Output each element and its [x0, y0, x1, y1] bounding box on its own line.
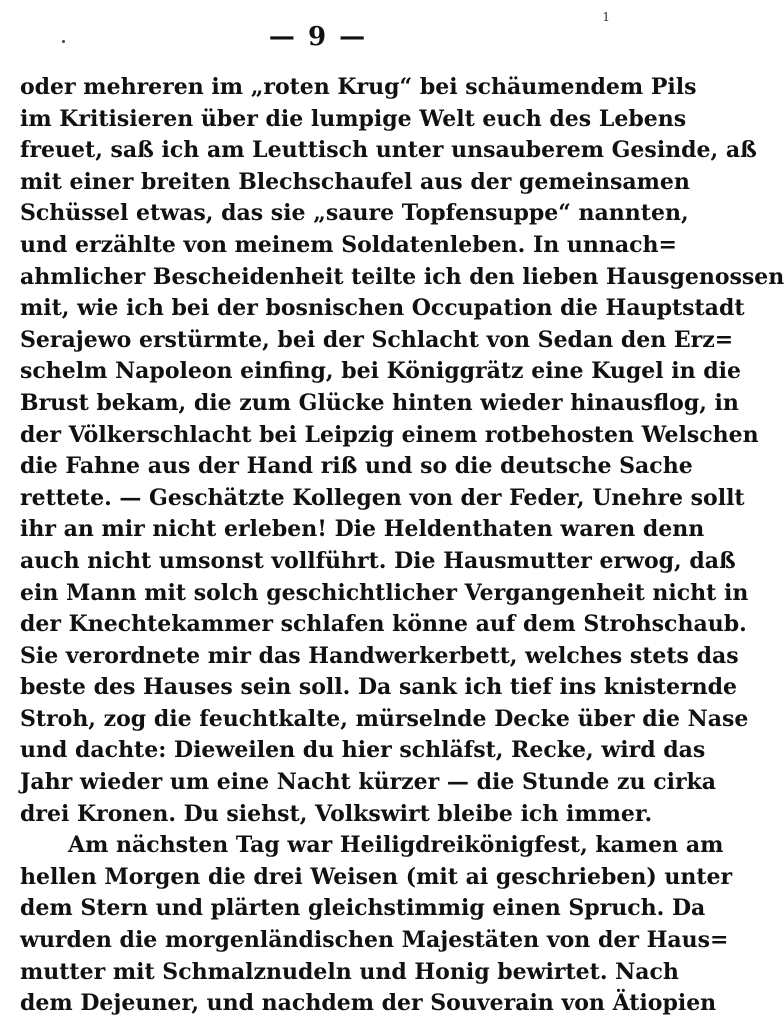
text-line: im Kritisieren über die lumpige Welt euch des Lebens — [20, 105, 687, 132]
text-line: der Knechtekammer schlafen könne auf dem Strohschaub. — [20, 611, 747, 638]
text-line: mutter mit Schmalznudeln und Honig bewirtet. Nach — [20, 958, 679, 985]
text-line: rettete. — Geschätzte Kollegen von der Feder, Unehre sollt — [20, 484, 745, 511]
text-line: und erzählte von meinem Soldatenleben. In unnach= — [20, 231, 677, 258]
text-line: hellen Morgen die drei Weisen (mit ai geschrieben) unter — [20, 863, 733, 890]
text-line: dem Dejeuner, und nachdem der Souverain von Ätiopien — [20, 990, 717, 1017]
text-line: Sie verordnete mir das Handwerkerbett, welches stets das — [20, 642, 739, 669]
paragraph-2 — [20, 830, 733, 1020]
text-line: dem Stern und plärten gleichstimmig einen Spruch. Da — [20, 895, 706, 922]
text-line: und dachte: Dieweilen du hier schläfst, Recke, wird das — [20, 737, 706, 764]
text-line: der Völkerschlacht bei Leipzig einem rotbehosten Welschen — [20, 421, 759, 448]
corner-mark: 1 — [602, 10, 610, 24]
text-line: freuet, saß ich am Leuttisch unter unsauberem Gesinde, aß — [20, 137, 757, 164]
text-line: Brust bekam, die zum Glücke hinten wieder hinausflog, in — [20, 389, 739, 416]
text-line: ihr an mir nicht erleben! Die Heldenthaten waren denn — [20, 516, 705, 543]
text-line: Jahr wieder um eine Nacht kürzer — die Stunde zu cirka — [20, 769, 717, 796]
body-text — [20, 72, 784, 1020]
text-line: ein Mann mit solch geschichtlicher Vergangenheit nicht in — [20, 579, 749, 606]
page-number-header: — 9 — — [268, 22, 368, 52]
text-line: drei Kronen. Du siehst, Volkswirt bleibe ich immer. — [20, 800, 653, 827]
text-line: Stroh, zog die feuchtkalte, mürselnde Decke über die Nase — [20, 705, 749, 732]
text-line: schelm Napoleon einfing, bei Königgrätz eine Kugel in die — [20, 358, 741, 385]
text-line: mit einer breiten Blechschaufel aus der gemeinsamen — [20, 168, 690, 195]
text-line: ahmlicher Bescheidenheit teilte ich den lieben Hausgenossen — [20, 263, 784, 290]
text-line: beste des Hauses sein soll. Da sank ich tief ins knisternde — [20, 674, 738, 701]
text-line: auch nicht umsonst vollführt. Die Hausmutter erwog, daß — [20, 547, 736, 574]
text-line: Am nächsten Tag war Heiligdreikönigfest, kamen am — [68, 832, 724, 859]
paragraph-1 — [20, 72, 784, 830]
text-line: Serajewo erstürmte, bei der Schlacht von Sedan den Erz= — [20, 326, 734, 353]
text-line: mit, wie ich bei der bosnischen Occupation die Hauptstadt — [20, 295, 745, 322]
text-line: Schüssel etwas, das sie „saure Topfensuppe“ nannten, — [20, 200, 689, 227]
text-line: die Fahne aus der Hand riß und so die deutsche Sache — [20, 453, 693, 480]
text-line: oder mehreren im „roten Krug“ bei schäumendem Pils — [20, 74, 697, 100]
text-line: wurden die morgenländischen Majestäten von der Haus= — [20, 927, 729, 954]
